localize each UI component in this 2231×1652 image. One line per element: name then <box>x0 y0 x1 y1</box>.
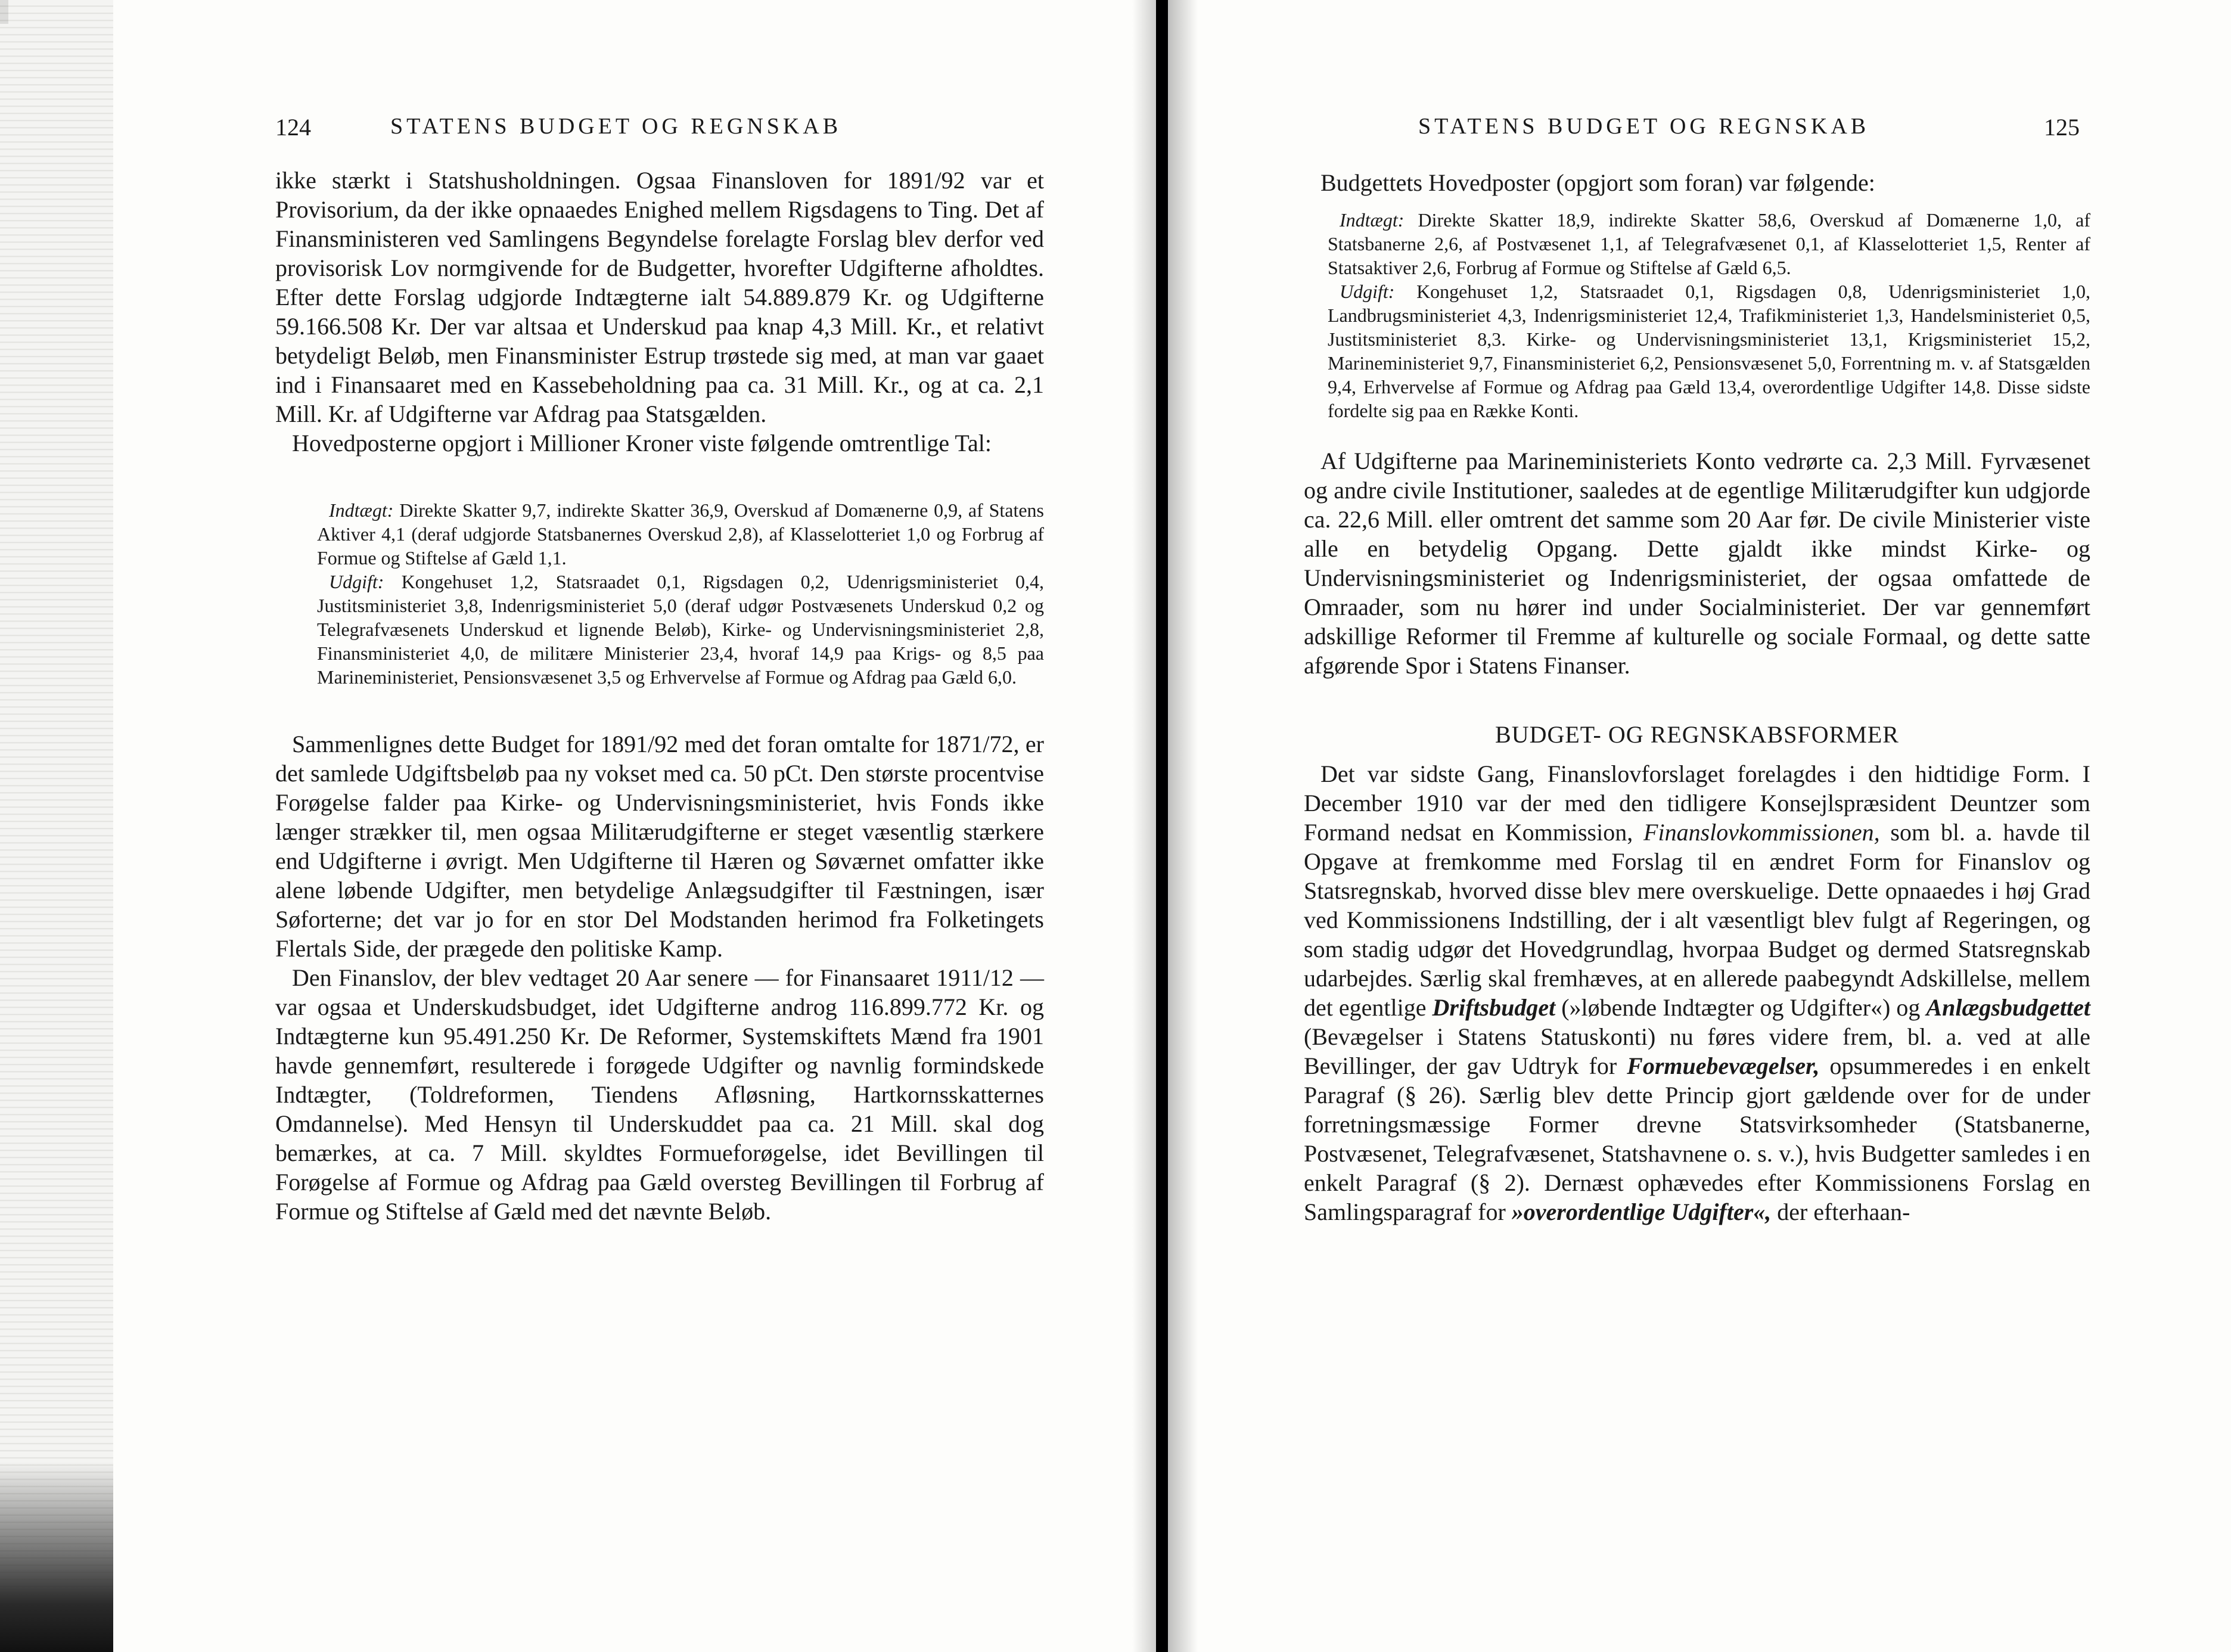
paragraph: Af Udgifterne paa Marineministeriets Konto vedrørte ca. 2,3 Mill. Fyrvæsenet og andre civile Institutioner, saaledes at de egentlige Militærudgifter kun udgjorde ca. 22,6 Mill. eller omtrent det samme som 20 Aar før. De civile Ministerier viste alle en betydelig Opgang. Dette gjaldt ikke mindst Kirke- og Undervisningsministeriet og Indenrigsministeriet, der ogsaa omfattede de Omraader, som nu hører ind under Socialministeriet. Der var gennemført adskillige Reformer til Fremme af kulturelle og sociale Formaal, og dette satte afgørende Spor i Statens Finanser. <box>1304 448 2090 679</box>
expense-text: Kongehuset 1,2, Statsraadet 0,1, Rigsdagen 0,8, Udenrigsministeriet 1,0, Landbrugsministeriet 4,3, Indenrigsministeriet 12,4, Trafikministeriet 1,3, Handelsministeriet 0,5, Justitsministeriet 8,3. Kirke- og Undervisningsministeriet 13,1, Krigsministeriet 15,2, Marineministeriet 9,7, Finansministeriet 6,2, Pensionsvæsenet 5,0, Forrentning m. v. af Statsgælden 9,4, Erhvervelse af Formue og Afdrag paa Gæld 13,4, overordentlige Udgifter 14,8. Disse sidste fordelte sig paa en Række Konti. <box>1328 281 2090 421</box>
revenue-label: Indtægt: <box>1340 209 1405 231</box>
emphasis: Formuebevægelser, <box>1627 1052 1820 1079</box>
running-head: STATENS BUDGET OG REGNSKAB <box>1418 114 1870 139</box>
paragraph: ikke stærkt i Statshusholdningen. Ogsaa Finansloven for 1891/92 var et Provisorium, da der ikke opnaaedes Enighed mellem Rigsdagens to Ting. Det af Finansministeren ved Samlingens Begyndelse forelagte Forslag blev derfor ved provisorisk Lov normgivende for de Budgetter, hvorefter Udgifterne afholdtes. Efter dette Forslag udgjorde Indtægterne ialt 54.889.879 Kr. og Udgifterne 59.166.508 Kr. Der var altsaa et Underskud paa knap 4,3 Mill. Kr., et relativt betydeligt Beløb, men Finansminister Estrup trøstede sig med, at man var gaaet ind i Finansaaret med en Kassebeholdning paa ca. 31 Mill. Kr., og at ca. 2,1 Mill. Kr. af Udgifterne var Afdrag paa Statsgælden. <box>275 167 1044 427</box>
left-text-block <box>275 166 1044 1226</box>
paragraph: Hovedposterne opgjort i Millioner Kroner viste følgende omtrentlige Tal: <box>292 430 992 457</box>
paragraph: Sammenlignes dette Budget for 1891/92 med det foran omtalte for 1871/72, er det samlede Udgiftsbeløb paa ny vokset med ca. 50 pCt. Den største procentvise Forøgelse falder paa Kirke- og Undervisningsministeriet, hvis Fonds ikke længer strækker til, men ogsaa Militærudgifterne er steget væsentlig stærkere end Udgifterne i øvrigt. Men Udgifterne til Hæren og Søværnet omfatter ikke alene løbende Udgifter, men betydelige Anlægsudgifter til Fæstningen, især Søforterne; det var jo for en stor Del Modstanden herimod fra Folketingets Flertals Side, der prægede den politiske Kamp. <box>275 731 1044 962</box>
emphasis: Finanslovkommissionen, <box>1643 819 1880 846</box>
expense-label: Udgift: <box>1340 281 1395 302</box>
revenue-summary <box>1304 208 2090 280</box>
gutter-shadow <box>1132 0 1156 1652</box>
gutter-shadow <box>1168 0 1198 1652</box>
running-head: STATENS BUDGET OG REGNSKAB <box>390 114 842 139</box>
emphasis: Driftsbudget <box>1432 994 1556 1021</box>
expense-text: Kongehuset 1,2, Statsraadet 0,1, Rigsdagen 0,2, Udenrigsministeriet 0,4, Justitsministeriet 3,8, Indenrigsministeriet 5,0 (deraf udgør Postvæsenets Underskud 0,2 og Telegrafvæsenets Underskud et lignende Beløb), Kirke- og Undervisningsministeriet 2,8, Finansministeriet 4,0, de militære Ministerier 23,4, hvoraf 14,9 paa Krigs- og 8,5 paa Marineministeriet, Pensionsvæsenet 3,5 og Erhvervelse af Formue og Afdrag paa Gæld 6,0. <box>317 571 1044 688</box>
revenue-text: Direkte Skatter 18,9, indirekte Skatter 58,6, Overskud af Domænerne 1,0, af Statsbanerne 2,6, af Postvæsenet 1,1, af Telegrafvæsenet 0,1, af Klasselotteriet 1,5, Renter af Statsaktiver 2,6, Forbrug af Formue og Stiftelse af Gæld 6,5. <box>1328 209 2090 278</box>
page-fore-edge <box>0 0 113 1652</box>
right-text-block <box>1304 168 2090 1226</box>
paragraph: Den Finanslov, der blev vedtaget 20 Aar senere — for Finansaaret 1911/12 — var ogsaa et Underskudsbudget, idet Udgifterne androg 116.899.772 Kr. og Indtægterne kun 95.491.250 Kr. De Reformer, Systemskiftets Mænd fra 1901 havde gennemført, resulterede i forøgede Udgifter og navnlig formindskede Indtægter, (Toldreformen, Tiendens Afløsning, Hartkornsskatternes Omdannelse). Med Hensyn til Underskuddet paa ca. 21 Mill. skal dog bemærkes, at ca. 7 Mill. skyldtes Formueforøgelse, idet Bevillingen til Forøgelse af Formue og Afdrag paa Gæld oversteg Bevillingen til Forbrug af Formue og Stiftelse af Gæld med det nævnte Beløb. <box>275 964 1044 1225</box>
expense-label: Udgift: <box>329 571 384 592</box>
expense-summary <box>1304 280 2090 423</box>
page-number: 125 <box>2044 114 2080 141</box>
page-edge-shadow <box>0 1461 113 1652</box>
expense-summary <box>275 570 1044 689</box>
paragraph: Det var sidste Gang, Finanslovforslaget forelagdes i den hidtidige Form. I December 1910 var der med den tidligere Konsejlspræsident Deuntzer som Formand nedsat en Kommission, Finanslovkommissionen, som bl. a. havde til Opgave at fremkomme med Forslag til en ændret Form for Finanslov og Statsregnskab, hvorved disse blev mere overskuelige. Dette opnaaedes i høj Grad ved Kommissionens Indstilling, der i alt væsentligt blev fulgt af Regeringen, og som stadig udgør det Hovedgrundlag, hvorpaa Budget og dermed Statsregnskab udarbejdes. Særlig skal fremhæves, at en allerede paabegyndt Adskillelse, mellem det egentlige Driftsbudget (»løbende Indtægter og Udgifter«) og Anlægsbudgettet (Bevægelser i Statens Statuskonti) nu føres videre frem, bl. a. ved at alle Bevillinger, der gav Udtryk for Formuebevægelser, opsummeredes i en enkelt Paragraf (§ 26). Særlig blev dette Princip gjort gældende over for de under forretningsmæssige Former drevne Statsvirksomheder (Statsbanerne, Postvæsenet, Telegrafvæsenet, Statshavnene o. s. v.), hvis Budgetter samledes i en enkelt Paragraf (§ 2). Dernæst ophævedes efter Kommissionens Forslag en Samlingsparagraf for »overordentlige Udgifter«, der efterhaan- <box>1304 760 2090 1225</box>
paragraph: Budgettets Hovedposter (opgjort som foran) var følgende: <box>1320 169 1875 196</box>
revenue-summary <box>275 498 1044 570</box>
revenue-text: Direkte Skatter 9,7, indirekte Skatter 36,9, Overskud af Domænerne 0,9, af Statens Aktiver 4,1 (deraf udgjorde Statsbanernes Overskud 2,8), af Klasselotteriet 1,0 og Forbrug af Formue og Stiftelse af Gæld 1,1. <box>317 499 1044 569</box>
emphasis: Anlægsbudgettet <box>1926 994 2090 1021</box>
right-page <box>1168 0 2231 1652</box>
section-heading: BUDGET- OG REGNSKABSFORMER <box>1495 721 1899 748</box>
page-number: 124 <box>275 114 311 141</box>
revenue-label: Indtægt: <box>329 499 394 521</box>
emphasis: »overordentlige Udgifter«, <box>1511 1198 1772 1225</box>
